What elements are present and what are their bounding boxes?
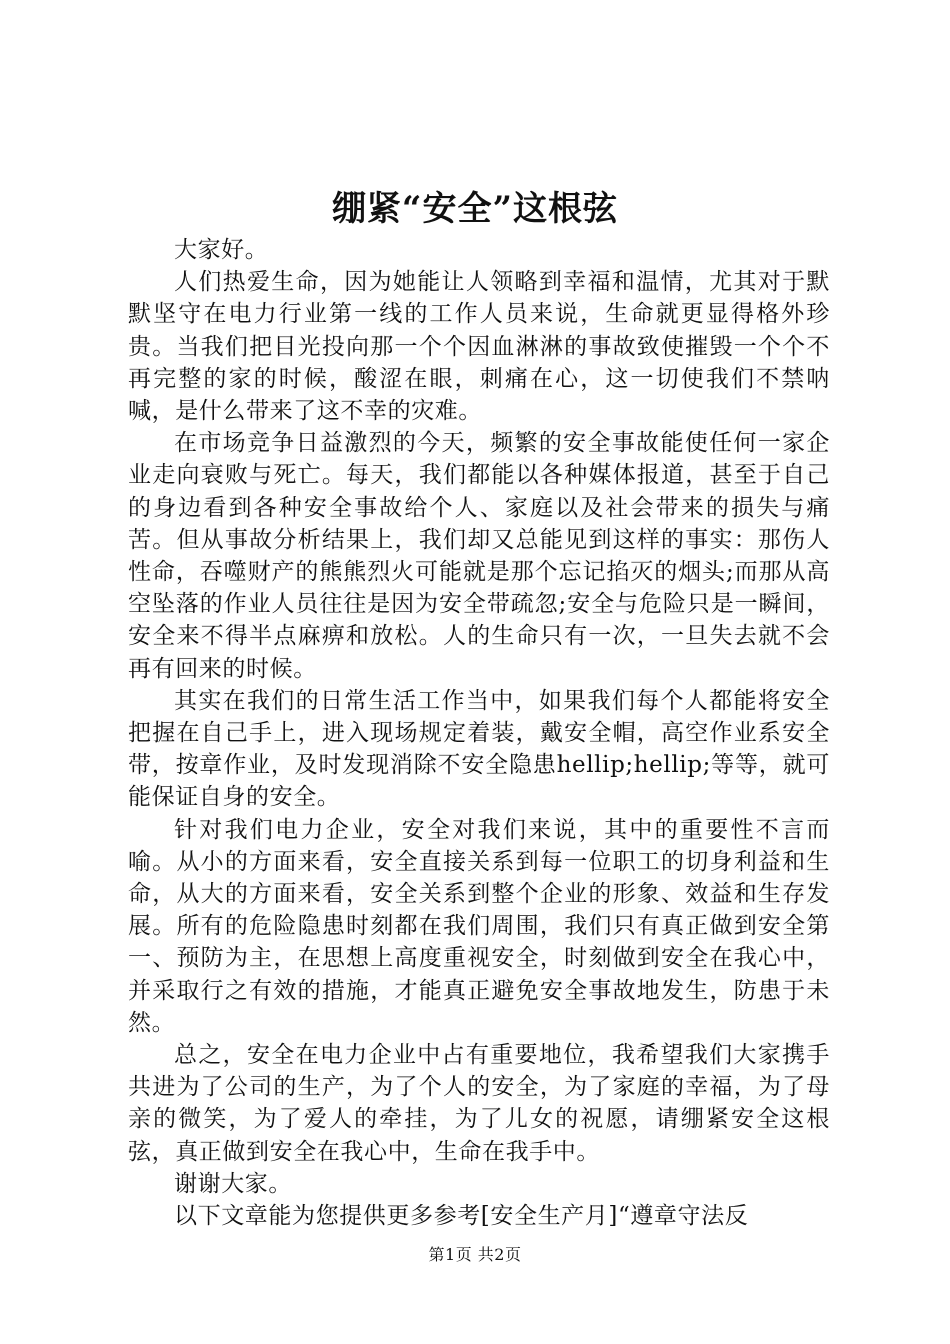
paragraph-1: 人们热爱生命，因为她能让人领略到幸福和温情，尤其对于默默坚守在电力行业第一线的工作人员来说，生命就更显得格外珍贵。当我们把目光投向那一个个因血淋淋的事故致使摧毁一个个不再完整的家的时候，酸涩在眼，刺痛在心，这一切使我们不禁呐喊，是什么带来了这不幸的灾难。 [128,269,830,425]
paragraph-reference: 以下文章能为您提供更多参考[安全生产月]“遵章守法反 [174,1203,749,1230]
paragraph-2: 在市场竞争日益激烈的今天，频繁的安全事故能使任何一家企业走向衰败与死亡。每天，我们都能以各种媒体报道，甚至于自己的身边看到各种安全事故给个人、家庭以及社会带来的损失与痛苦。但从事故分析结果上，我们却又总能见到这样的事实：那伤人性命，吞噬财产的熊熊烈火可能就是那个忘记掐灭的烟头;而那从高空坠落的作业人员往往是因为安全带疏忽;安全与危险只是一瞬间，安全来不得半点麻痹和放松。人的生命只有一次，一旦失去就不会再有回来的时候。 [128,430,830,682]
page-number-footer: 第1页 共2页 [428,1245,522,1264]
paragraph-3: 其实在我们的日常生活工作当中，如果我们每个人都能将安全把握在自己手上，进入现场规定着装，戴安全帽，高空作业系安全带，按章作业，及时发现消除不安全隐患hellip;hellip;等等，就可能保证自身的安全。 [128,687,830,811]
document-title: 绷紧“安全”这根弦 [331,189,619,229]
paragraph-thanks: 谢谢大家。 [174,1170,292,1197]
paragraph-5: 总之，安全在电力企业中占有重要地位，我希望我们大家携手共进为了公司的生产，为了个人的安全，为了家庭的幸福，为了母亲的微笑，为了爱人的牵挂，为了儿女的祝愿，请绷紧安全这根弦，真正做到安全在我心中，生命在我手中。 [128,1042,830,1165]
document-body [128,234,830,1232]
paragraph-4: 针对我们电力企业，安全对我们来说，其中的重要性不言而喻。从小的方面来看，安全直接关系到每一位职工的切身利益和生命，从大的方面来看，安全关系到整个企业的形象、效益和生存发展。所有的危险隐患时刻都在我们周围，我们只有真正做到安全第一、预防为主，在思想上高度重视安全，时刻做到安全在我心中，并采取行之有效的措施，才能真正避免安全事故地发生，防患于未然。 [128,816,830,1036]
paragraph-greeting: 大家好。 [174,237,269,263]
